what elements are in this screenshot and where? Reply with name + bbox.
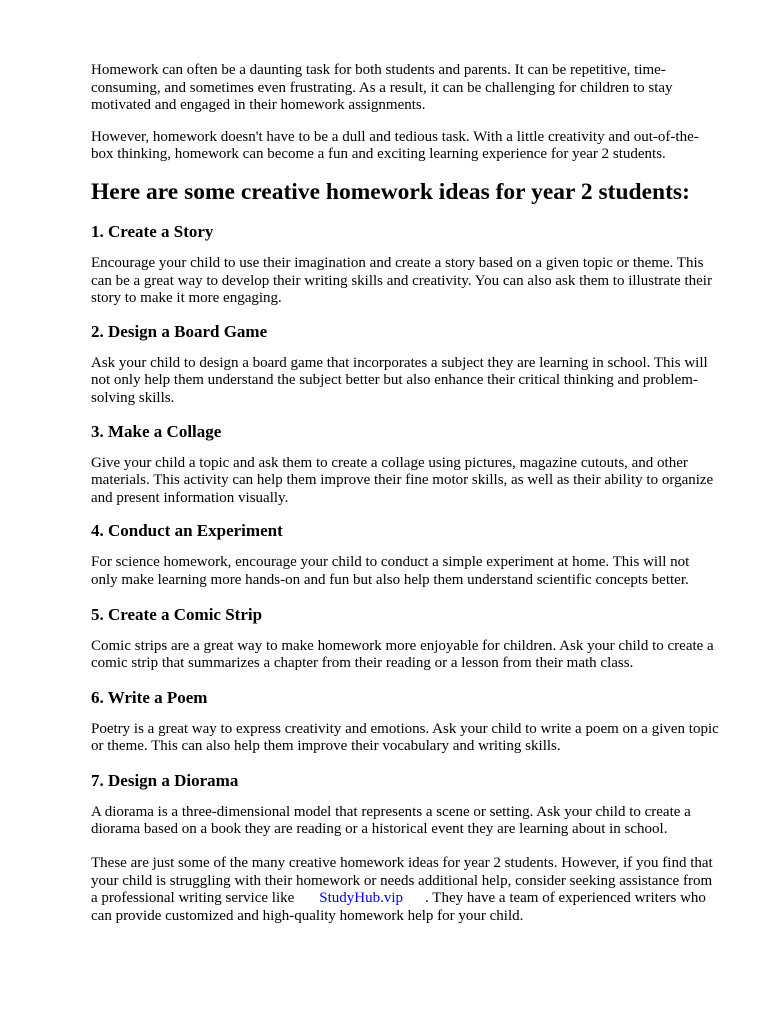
section-body: Encourage your child to use their imagination and create a story based on a given topic or theme. This can be a great way to develop their writing skills and creativity. You can also ask them to illustrate their story to make it more engaging. <box>91 254 712 307</box>
closing-text-after-link: . They have a team of experienced writers who can provide customized and high-quality homework help for your child. <box>91 890 706 924</box>
section-title: 6. Write a Poem <box>91 687 208 707</box>
section-title: 5. Create a Comic Strip <box>91 604 263 624</box>
studyhub-link[interactable]: StudyHub.vip <box>319 890 404 907</box>
section-title: 1. Create a Story <box>91 221 214 241</box>
closing-text-before-link: These are just some of the many creative homework ideas for year 2 students. However, if you find that your child is struggling with their homework or needs additional help, consider seeking assistance from a professional writing service like <box>91 855 713 907</box>
section-write-poem <box>91 688 719 756</box>
section-title: 3. Make a Collage <box>91 421 222 441</box>
section-design-diorama <box>91 771 719 839</box>
section-create-story <box>91 222 719 308</box>
section-create-comic-strip <box>91 605 719 673</box>
section-body: Poetry is a great way to express creativity and emotions. Ask your child to write a poem on a given topic or theme. This can also help them improve their vocabulary and writing skills. <box>91 720 719 755</box>
section-conduct-experiment <box>91 521 719 589</box>
section-design-board-game <box>91 322 719 408</box>
section-body: For science homework, encourage your child to conduct a simple experiment at home. This will not only make learning more hands-on and fun but also help them understand scientific concepts better. <box>91 554 690 588</box>
section-body: Ask your child to design a board game that incorporates a subject they are learning in school. This will not only help them understand the subject better but also enhance their critical thinking and problem-solving skills. <box>91 354 708 406</box>
section-body: Give your child a topic and ask them to create a collage using pictures, magazine cutouts, and other materials. This activity can help them improve their fine motor skills, as well as their ability to organize and present information visually. <box>91 454 714 506</box>
section-body: Comic strips are a great way to make homework more enjoyable for children. Ask your child to create a comic strip that summarizes a chapter from their reading or a lesson from their math class. <box>91 637 714 672</box>
section-body: A diorama is a three-dimensional model that represents a scene or setting. Ask your child to create a diorama based on a book they are reading or a historical event they are learning about in school. <box>91 803 691 838</box>
document-page <box>91 62 719 925</box>
intro-paragraph-1: Homework can often be a daunting task for both students and parents. It can be repetitive, time-consuming, and sometimes even frustrating. As a result, it can be challenging for children to stay motivated and engaged in their homework assignments. <box>91 62 673 114</box>
section-make-collage <box>91 422 719 508</box>
main-heading: Here are some creative homework ideas for year 2 students: <box>91 178 690 205</box>
section-title: 4. Conduct an Experiment <box>91 521 283 541</box>
section-title: 7. Design a Diorama <box>91 770 239 790</box>
closing-paragraph <box>91 855 719 925</box>
section-title: 2. Design a Board Game <box>91 321 268 341</box>
intro-paragraph-2: However, homework doesn't have to be a dull and tedious task. With a little creativity and out-of-the-box thinking, homework can become a fun and exciting learning experience for year 2 students. <box>91 128 699 163</box>
